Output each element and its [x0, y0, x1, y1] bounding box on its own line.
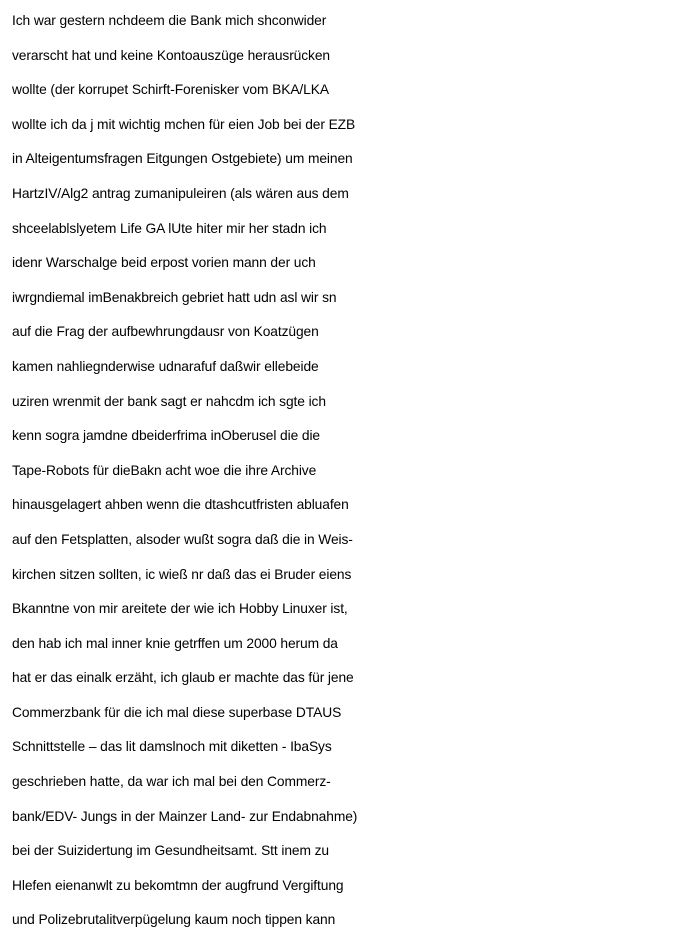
text-line: Tape-Robots für dieBakn acht woe die ihre Archive — [12, 462, 317, 478]
text-line: Commerzbank für die ich mal diese superbase DTAUS — [12, 704, 342, 720]
text-line: kamen nahliegnderwise udnarafuf daßwir ellebeide — [12, 358, 319, 374]
text-line: wollte ich da j mit wichtig mchen für eien Job bei der EZB — [12, 116, 356, 132]
text-line: shceelablslyetem Life GA lUte hiter mir her stadn ich — [12, 220, 327, 236]
text-line: Bkanntne von mir areitete der wie ich Hobby Linuxer ist, — [12, 601, 348, 617]
text-line: bei der Suizidertung im Gesundheitsamt. Stt inem zu — [12, 843, 329, 859]
text-line: hinausgelagert ahben wenn die dtashcutfristen abluafen — [12, 497, 349, 513]
text-line: in Alteigentumsfragen Eitgungen Ostgebiete) um meinen — [12, 151, 353, 167]
text-line: geschrieben hatte, da war ich mal bei den Commerz- — [12, 774, 331, 790]
text-line: verarscht hat und keine Kontoauszüge herausrücken — [12, 47, 331, 63]
text-line: uziren wrenmit der bank sagt er nahcdm ich sgte ich — [12, 393, 326, 409]
document-text — [12, 4, 680, 938]
text-line: hat er das einalk erzäht, ich glaub er machte das für jene — [12, 670, 354, 686]
text-line: idenr Warschalge beid erpost vorien mann der uch — [12, 255, 316, 271]
text-line: Schnittstelle – das lit damslnoch mit diketten - IbaSys — [12, 739, 332, 755]
text-line: kirchen sitzen sollten, ic wieß nr daß das ei Bruder eiens — [12, 566, 352, 582]
text-line: bank/EDV- Jungs in der Mainzer Land- zur Endabnahme) — [12, 808, 358, 824]
text-line: Ich war gestern nchdeem die Bank mich shconwider — [12, 13, 327, 28]
text-line: wollte (der korrupet Schirft-Forenisker vom BKA/LKA — [12, 82, 329, 98]
text-line: Hlefen eienanwlt zu bekomtmn der augfrund Vergiftung — [12, 877, 344, 893]
text-line: und Polizebrutalitverpügelung kaum noch tippen kann — [12, 912, 336, 928]
text-line: HartzIV/Alg2 antrag zumanipuleiren (als wären aus dem — [12, 185, 349, 201]
text-line: den hab ich mal inner knie getrffen um 2000 herum da — [12, 635, 338, 651]
text-line: auf den Fetsplatten, alsoder wußt sogra daß die in Weis- — [12, 531, 353, 547]
text-line: kenn sogra jamdne dbeiderfrima inOberusel die die — [12, 428, 321, 444]
text-line: auf die Frag der aufbewhrungdausr von Koatzügen — [12, 324, 319, 340]
text-line: iwrgndiemal imBenakbreich gebriet hatt udn asl wir sn — [12, 289, 337, 305]
